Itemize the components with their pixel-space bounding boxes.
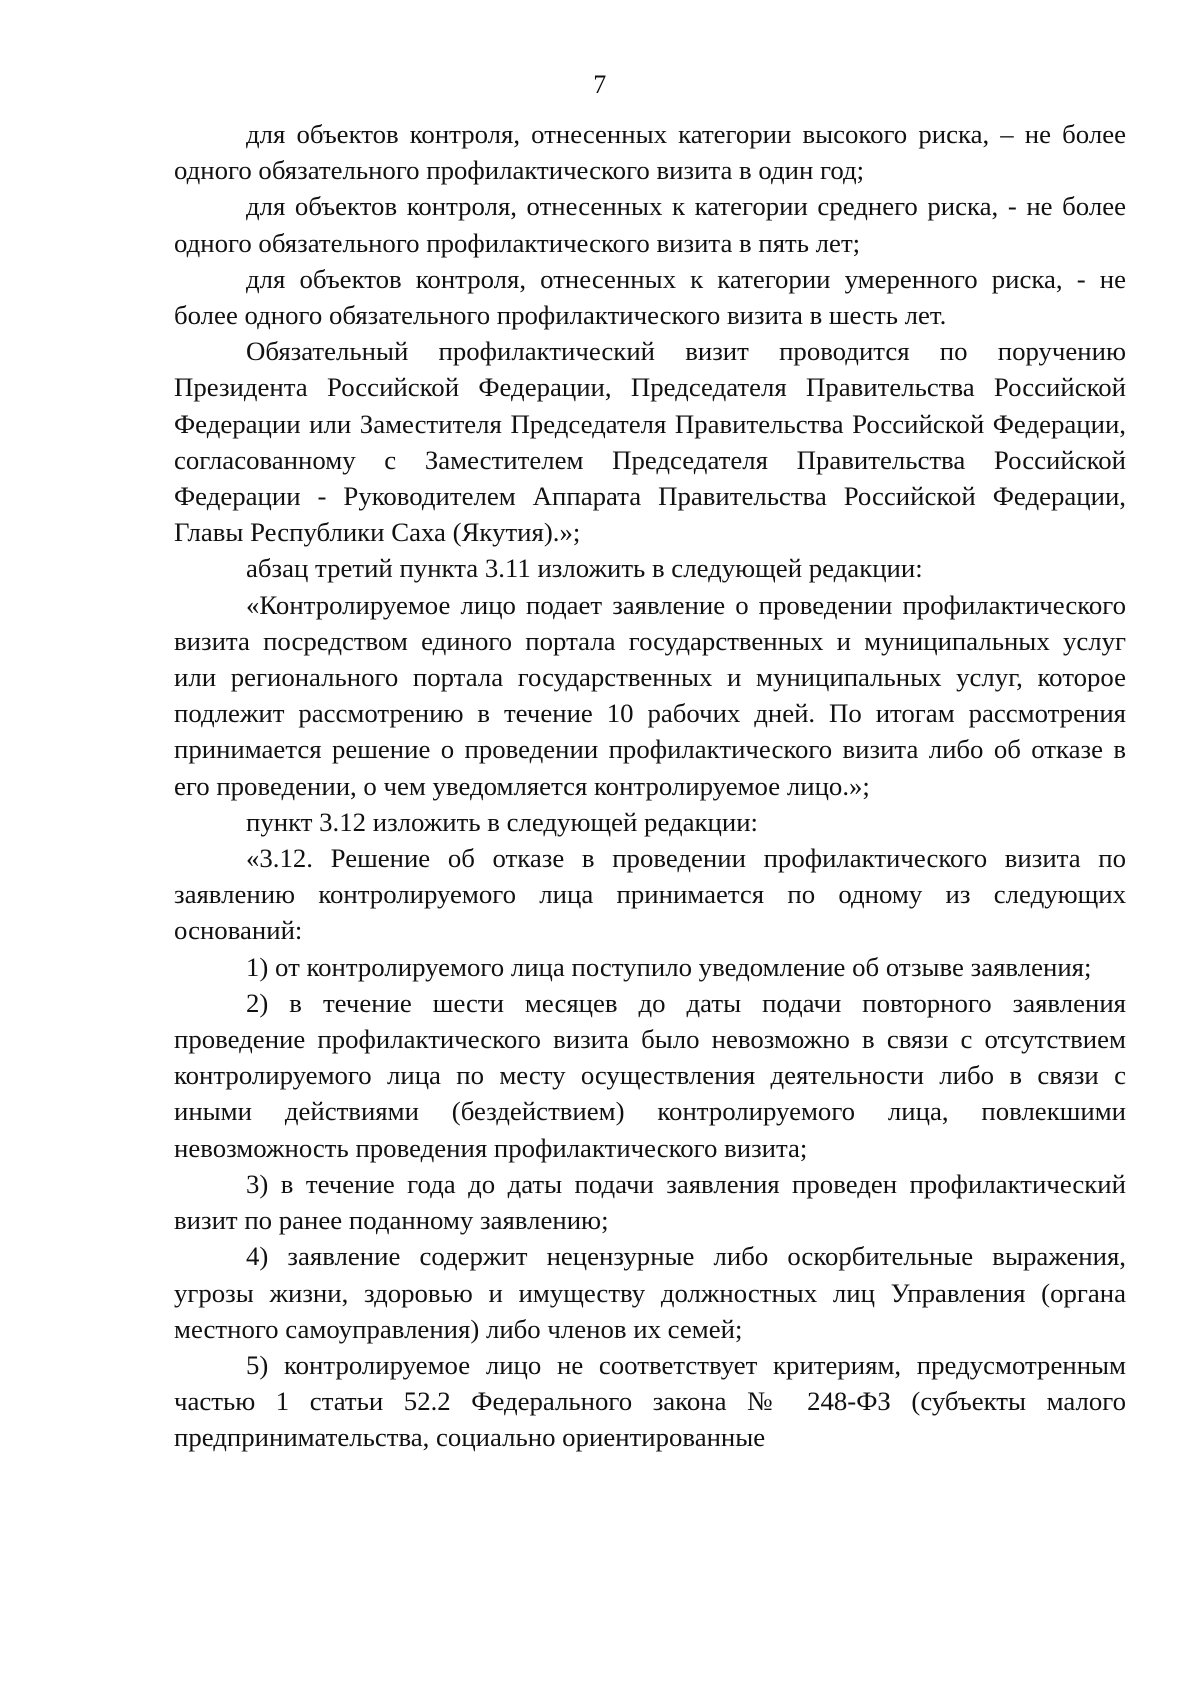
paragraph: пункт 3.12 изложить в следующей редакции: xyxy=(246,806,758,837)
paragraph: абзац третий пункта 3.11 изложить в следующей редакции: xyxy=(246,553,923,584)
page-number: 7 xyxy=(593,70,607,99)
paragraph: для объектов контроля, отнесенных категории высокого риска, – не более одного обязательного профилактического визита в один год; xyxy=(174,119,1126,186)
paragraph: 1) от контролируемого лица поступило уведомление об отзыве заявления; xyxy=(246,951,1092,982)
paragraph: для объектов контроля, отнесенных к категории умеренного риска, - не более одного обязательного профилактического визита в шесть лет. xyxy=(174,263,1126,331)
paragraph: 5) контролируемое лицо не соответствует критериям, предусмотренным частью 1 статьи 52.2 Федерального закона № 248-ФЗ (субъекты малого предпринимательства, социально ориентированные xyxy=(174,1349,1126,1453)
paragraph: 4) заявление содержит нецензурные либо оскорбительные выражения, угрозы жизни, здоровью и имуществу должностных лиц Управления (органа местного самоуправления) либо членов их семей; xyxy=(174,1241,1126,1344)
paragraph: для объектов контроля, отнесенных к категории среднего риска, - не более одного обязательного профилактического визита в пять лет; xyxy=(174,191,1126,258)
paragraph: Обязательный профилактический визит проводится по поручению Президента Российской Федерации, Председателя Правительства Российской Федерации или Заместителя Председателя Правительства Российской Федерации, согласованному с Заместителем Председателя Правительства Российской Федерации - Руководителем Аппарата Правительства Российской Федерации, Главы Республики Саха (Якутия).»; xyxy=(174,336,1126,548)
paragraph: «3.12. Решение об отказе в проведении профилактического визита по заявлению контролируемого лица принимается по одному из следующих оснований: xyxy=(174,843,1126,946)
paragraph: 2) в течение шести месяцев до даты подачи повторного заявления проведение профилактического визита было невозможно в связи с отсутствием контролируемого лица по месту осуществления деятельности либо в связи с иными действиями (бездействием) контролируемого лица, повлекшими невозможность проведения профилактического визита; xyxy=(174,987,1126,1163)
paragraph: 3) в течение года до даты подачи заявления проведен профилактический визит по ранее поданному заявлению; xyxy=(174,1168,1126,1236)
paragraph: «Контролируемое лицо подает заявление о проведении профилактического визита посредством единого портала государственных и муниципальных услуг или регионального портала государственных и муниципальных услуг, которое подлежит рассмотрению в течение 10 рабочих дней. По итогам рассмотрения принимается решение о проведении профилактического визита либо об отказе в его проведении, о чем уведомляется контролируемое лицо.»; xyxy=(174,589,1126,801)
document-body xyxy=(174,116,1126,1456)
